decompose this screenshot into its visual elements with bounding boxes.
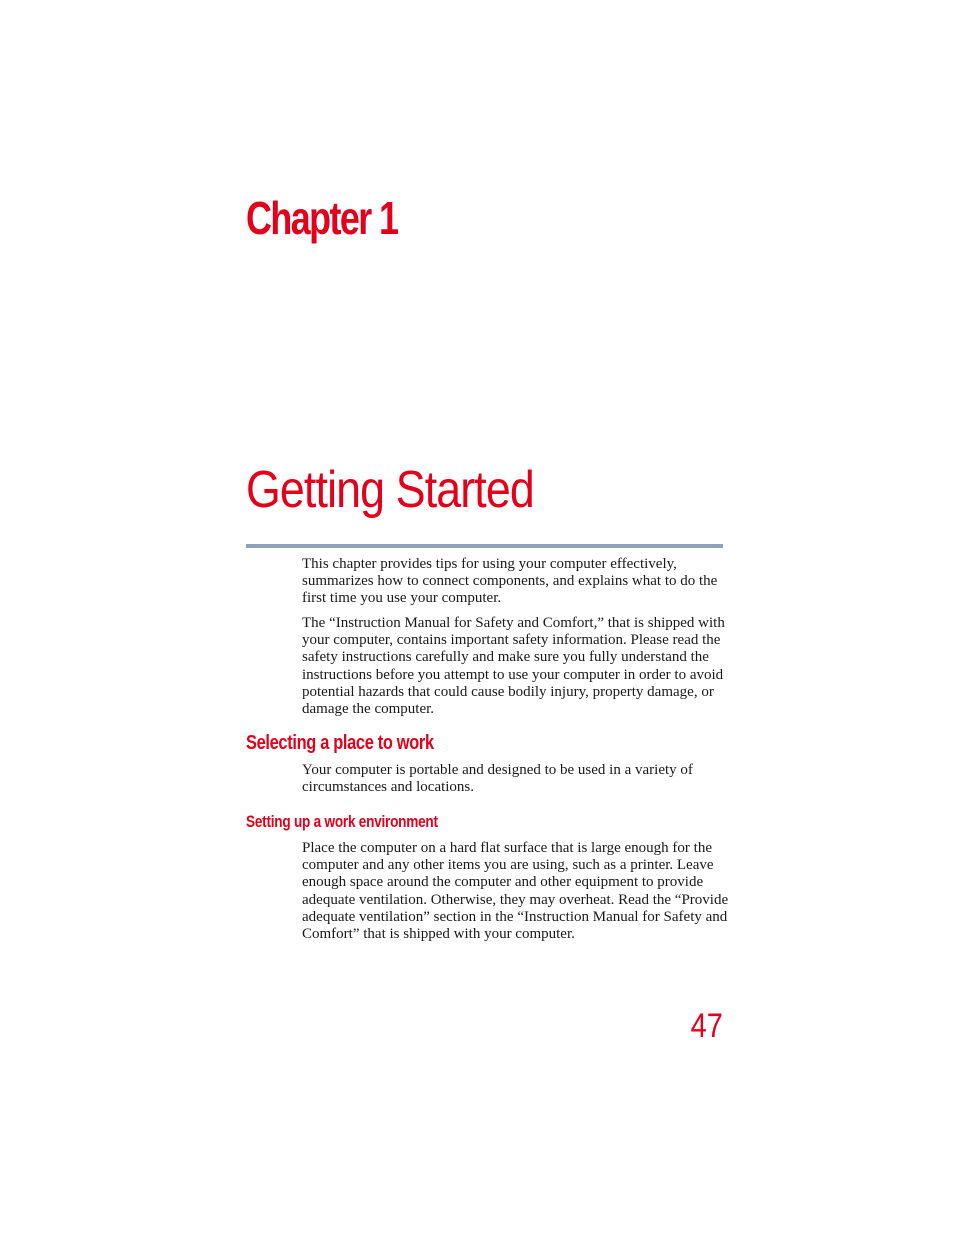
intro-paragraph-1: This chapter provides tips for using your computer effectively, summarizes how to connect components, and explains what to do the first time you use your computer.: [302, 556, 718, 607]
title-divider: [246, 544, 723, 548]
subsection-heading-work-environment: Setting up a work environment: [246, 812, 438, 831]
chapter-title: Getting Started: [246, 461, 534, 519]
section-heading-selecting-place: Selecting a place to work: [246, 732, 434, 754]
intro-paragraph-2: The “Instruction Manual for Safety and Comfort,” that is shipped with your computer, contains important safety information. Please read the safety instructions carefully and make sure you fully understand the instructions before you attempt to use your computer in order to avoid potential hazards that could cause bodily injury, property damage, or damage the computer.: [302, 615, 725, 718]
chapter-label: Chapter 1: [246, 192, 398, 244]
page-number: 47: [690, 1007, 723, 1045]
subsection-paragraph-work-environment: Place the computer on a hard flat surface that is large enough for the computer and any other items you are using, such as a printer. Leave enough space around the computer and other equipment to provide adequate ventilation. Otherwise, they may overheat. Read the “Provide adequate ventilation” section in the “Instruction Manual for Safety and Comfort” that is shipped with your computer.: [302, 840, 729, 943]
section-paragraph-selecting-place: Your computer is portable and designed to be used in a variety of circumstances and locations.: [302, 762, 693, 796]
